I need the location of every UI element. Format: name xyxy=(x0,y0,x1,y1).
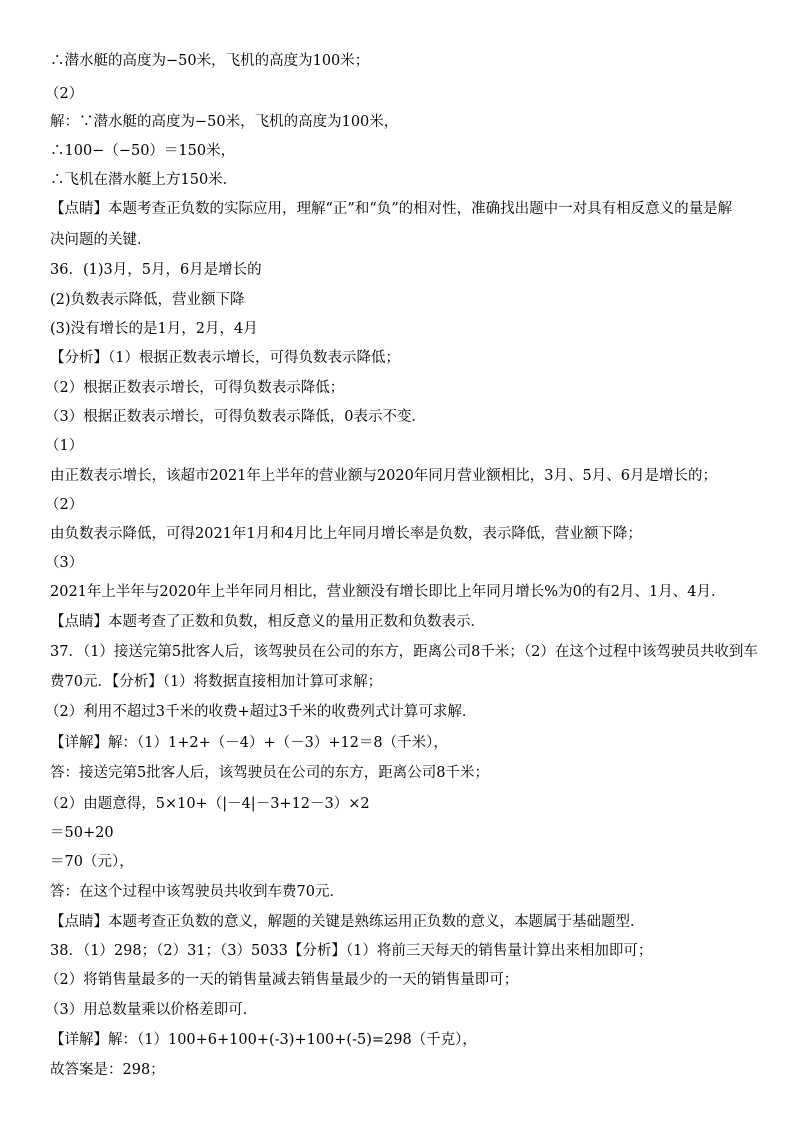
text-line: （2）利用不超过3千米的收费+超过3千米的收费列式计算可求解． xyxy=(45,704,477,720)
text-line: （3） xyxy=(45,555,84,571)
text-line: 38．（1）298；（2）31；（3）5033【分析】（1）将前三天每天的销售量计算出来相加即可； xyxy=(50,943,653,959)
text-line: ∴潜水艇的高度为−50米，飞机的高度为100米； xyxy=(50,53,370,69)
text-line: 决问题的关键． xyxy=(50,232,152,248)
text-line: 答：在这个过程中该驾驶员共收到车费70元． xyxy=(50,884,344,900)
text-line: 费70元．【分析】（1）将数据直接相加计算可求解； xyxy=(50,674,383,690)
text-line: 36．(1)3月，5月，6月是增长的 xyxy=(50,262,262,278)
text-line: 2021年上半年与2020年上半年同月相比，营业额没有增长即比上年同月增长%为0的有2月、1月、4月． xyxy=(50,584,726,600)
text-line: （3）根据正数表示增长，可得负数表示降低，0表示不变． xyxy=(45,409,426,425)
text-line: ∴飞机在潜水艇上方150米． xyxy=(50,172,238,188)
text-line: 【点睛】本题考查了正数和负数，相反意义的量用正数和负数表示． xyxy=(50,614,485,630)
text-line: 【点睛】本题考查正负数的实际应用，理解“正”和“负”的相对性，准确找出题中一对具有相反意义的量是解 xyxy=(50,201,733,217)
text-line: 故答案是：298； xyxy=(50,1062,165,1078)
text-line: 由正数表示增长，该超市2021年上半年的营业额与2020年同月营业额相比，3月、5月、6月是增长的； xyxy=(50,468,717,484)
text-line: ＝70（元）， xyxy=(50,854,134,870)
text-line: 解：∵潜水艇的高度为−50米，飞机的高度为100米， xyxy=(50,114,399,130)
text-line: 【点睛】本题考查正负数的意义，解题的关键是熟练运用正负数的意义，本题属于基础题型． xyxy=(50,914,645,930)
text-line: （3）用总数量乘以价格差即可． xyxy=(45,1002,258,1018)
text-line: （2） xyxy=(45,497,84,513)
text-line: 【详解】解：（1）100+6+100+(-3)+100+(-5)=298（千克）， xyxy=(50,1032,477,1048)
text-line: （2）根据正数表示增长，可得负数表示降低； xyxy=(45,380,345,396)
text-line: （1） xyxy=(45,438,84,454)
text-line: 【分析】（1）根据正数表示增长，可得负数表示降低； xyxy=(50,350,400,366)
text-line: 由负数表示降低，可得2021年1月和4月比上年同月增长率是负数，表示降低，营业额下降； xyxy=(50,526,642,542)
text-line: （2） xyxy=(45,86,84,102)
text-line: (2)负数表示降低，营业额下降 xyxy=(50,292,245,308)
text-line: ＝50+20 xyxy=(50,825,114,841)
text-line: (3)没有增长的是1月，2月，4月 xyxy=(50,321,258,337)
text-line: （2）将销售量最多的一天的销售量减去销售量最少的一天的销售量即可； xyxy=(45,972,519,988)
text-line: ∴100−（−50）＝150米， xyxy=(50,143,236,159)
text-line: （2）由题意得，5×10+（|－4|－3+12－3）×2 xyxy=(45,796,370,812)
text-line: 【详解】解：（1）1+2+（－4）+（－3）+12＝8（千米）， xyxy=(50,735,448,751)
text-line: 37．（1）接送完第5批客人后，该驾驶员在公司的东方，距离公司8千米；（2）在这个过程中该驾驶员共收到车 xyxy=(50,644,758,660)
text-line: 答：接送完第5批客人后，该驾驶员在公司的东方，距离公司8千米； xyxy=(50,765,489,781)
